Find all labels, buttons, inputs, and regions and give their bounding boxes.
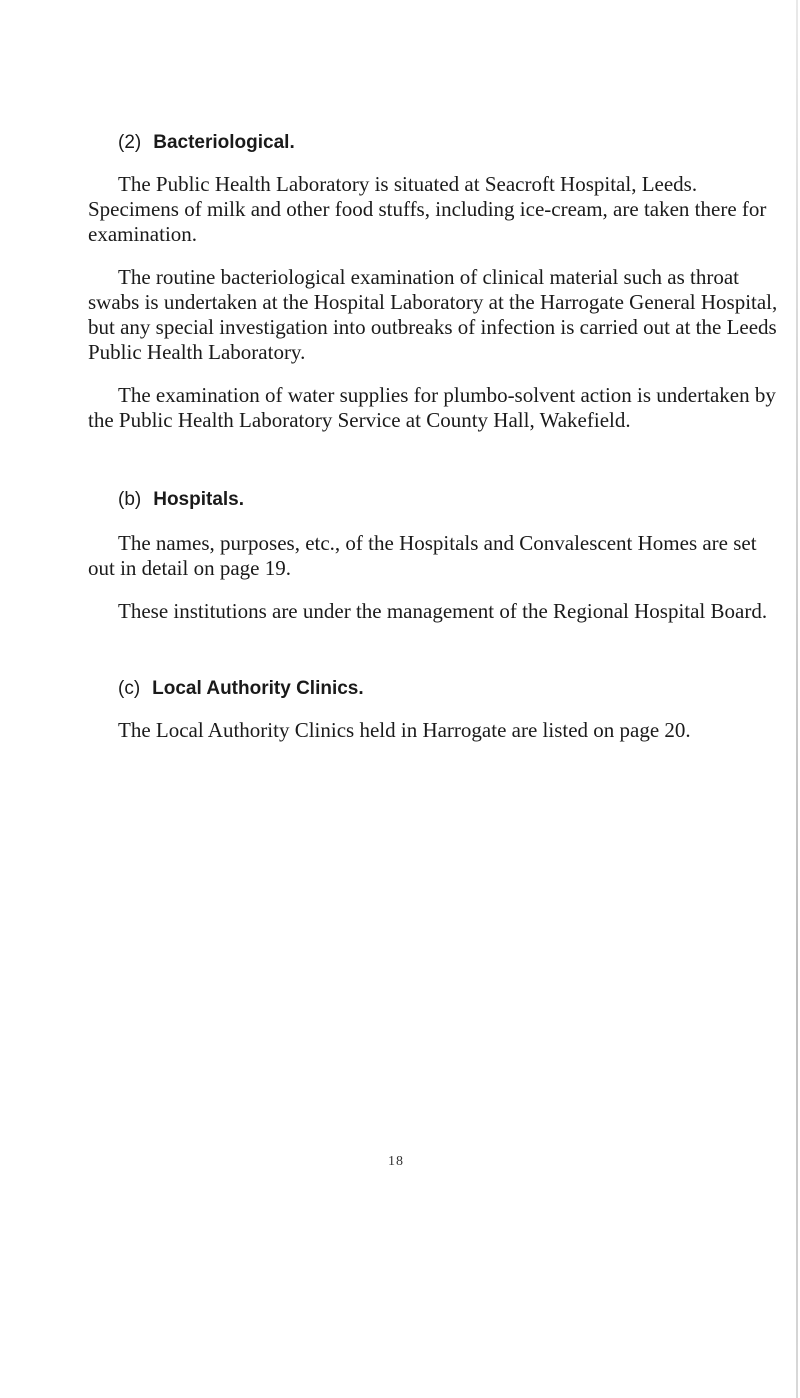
paragraph: These institutions are under the management of the Regional Hospital Board. (118, 599, 768, 623)
page-number: 18 (388, 1154, 404, 1169)
paragraph: The routine bacteriological examination of clinical material such as throat swabs is undertaken at the Hospital Laboratory at the Harrogate General Hospital, but any special investigation into outbreaks of infection is carried out at the Leeds Public Health Laboratory. (88, 265, 778, 364)
section-number: (b) (118, 489, 142, 510)
section-number: (2) (118, 132, 142, 153)
document-body (88, 126, 786, 743)
section-title: Hospitals. (153, 489, 245, 510)
section-heading-clinics (118, 672, 786, 704)
paragraph: The Public Health Laboratory is situated at Seacroft Hospital, Leeds. Specimens of milk and other food stuffs, including ice-cream, are taken there for examination. (88, 172, 767, 246)
page-edge-shadow (796, 0, 798, 1398)
paragraph: The names, purposes, etc., of the Hospitals and Convalescent Homes are set out in detail on page 19. (88, 531, 757, 580)
paragraph: The Local Authority Clinics held in Harrogate are listed on page 20. (118, 718, 691, 742)
section-heading-bacteriological (118, 126, 786, 158)
section-title: Bacteriological. (153, 132, 295, 153)
section-number: (c) (118, 678, 141, 699)
paragraph: The examination of water supplies for plumbo-solvent action is undertaken by the Public Health Laboratory Service at County Hall, Wakefield. (88, 383, 776, 432)
section-heading-hospitals (118, 483, 786, 515)
section-title: Local Authority Clinics. (152, 678, 364, 699)
